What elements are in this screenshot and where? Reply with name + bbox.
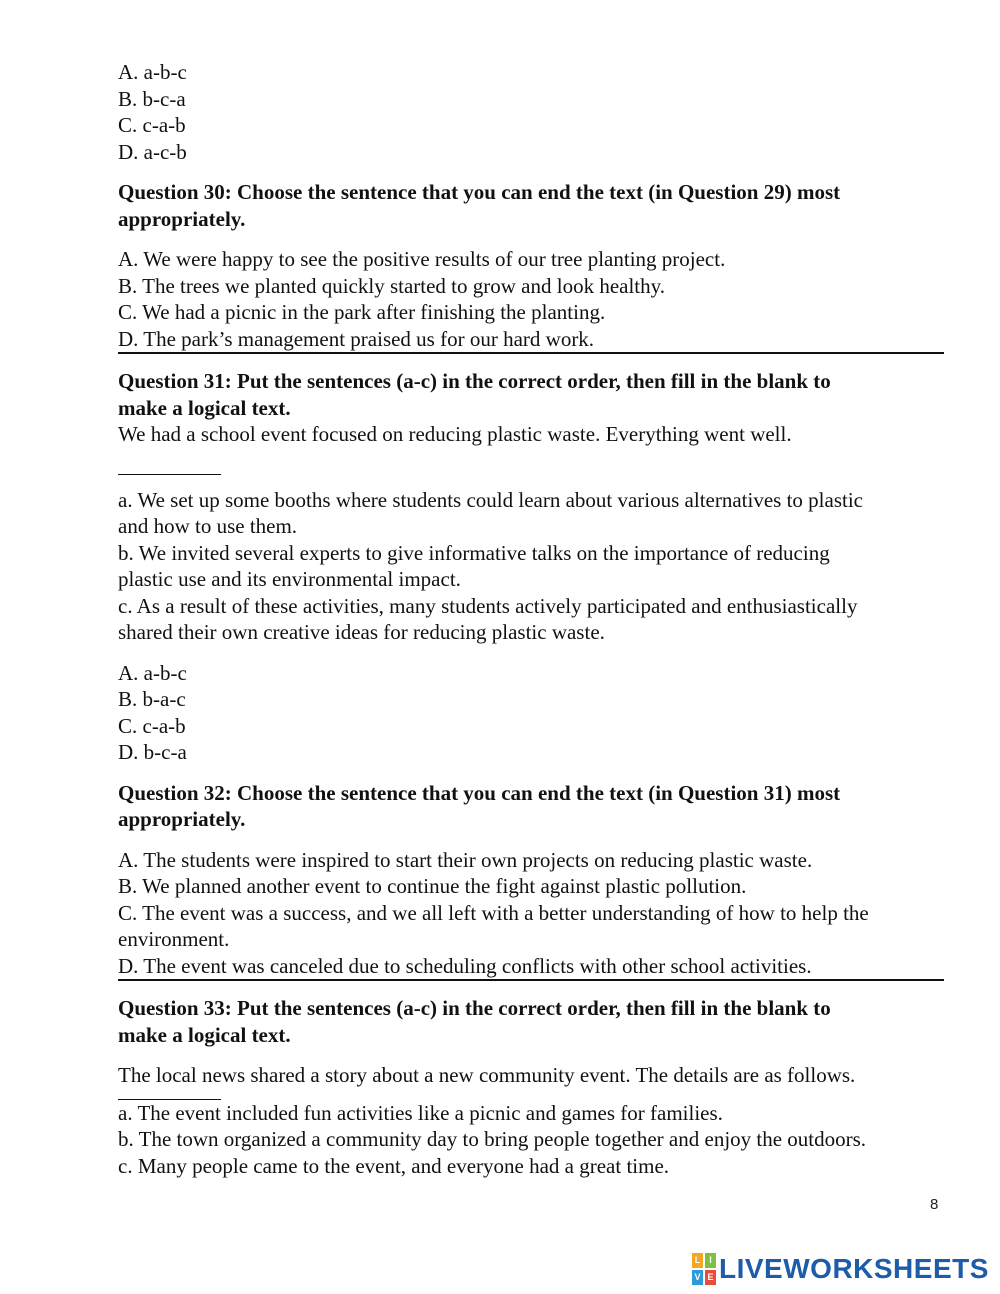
q32-option-b[interactable]: B. We planned another event to continue the fight against plastic pollution. [118, 874, 747, 898]
q31-sentence-c-l2: shared their own creative ideas for reducing plastic waste. [118, 620, 605, 644]
q33-title [118, 995, 944, 1048]
q30-title [118, 179, 944, 232]
q32-title-line2: appropriately. [118, 807, 246, 831]
q31-sentence-a-l2: and how to use them. [118, 514, 298, 538]
q31-option-b[interactable]: B. b-a-c [118, 687, 186, 711]
q33-title-line1: Question 33: Put the sentences (a-c) in the correct order, then fill in the blank to [118, 996, 831, 1020]
q33-sentence-c: c. Many people came to the event, and everyone had a great time. [118, 1153, 670, 1178]
q31-sentence-b-l1: b. We invited several experts to give informative talks on the importance of reducing [118, 540, 830, 565]
q31-options [118, 660, 944, 766]
q31-title [118, 368, 944, 421]
logo-blocks-icon [692, 1253, 716, 1285]
q31-title-line2: make a logical text. [118, 395, 291, 420]
q32-option-c-l1[interactable]: C. The event was a success, and we all left with a better understanding of how to help the [118, 900, 869, 925]
q31-option-d[interactable]: D. b-c-a [118, 740, 187, 764]
q31-sentence-a-l1: a. We set up some booths where students could learn about various alternatives to plastic [118, 487, 863, 512]
q31-sentence-b-l2: plastic use and its environmental impact. [118, 567, 461, 591]
q33-sentence-a: a. The event included fun activities like a picnic and games for families. [118, 1100, 723, 1125]
q33-sentence-b: b. The town organized a community day to bring people together and enjoy the outdoors. [118, 1127, 867, 1151]
q32-option-a[interactable]: A. The students were inspired to start their own projects on reducing plastic waste. [118, 847, 813, 872]
q30-title-line2: appropriately. [118, 206, 246, 231]
logo-block-i: I [705, 1253, 716, 1268]
q31-intro: We had a school event focused on reducing plastic waste. Everything went well. [118, 422, 792, 446]
q30-option-d[interactable]: D. The park’s management praised us for our hard work. [118, 326, 944, 355]
logo-block-l: L [692, 1253, 703, 1268]
q32-option-c-l2[interactable]: environment. [118, 927, 230, 951]
q32-options [118, 847, 944, 982]
logo-block-e: E [705, 1270, 716, 1285]
q32-title-line1: Question 32: Choose the sentence that you can end the text (in Question 31) most [118, 780, 841, 805]
q30-option-b[interactable]: B. The trees we planted quickly started to grow and look healthy. [118, 273, 666, 298]
q31-answer-blank[interactable] [118, 456, 221, 475]
q29-option-b[interactable]: B. b-c-a [118, 86, 186, 111]
q29-option-c[interactable]: C. c-a-b [118, 113, 186, 137]
q29-option-d[interactable]: D. a-c-b [118, 139, 187, 164]
q32-option-d[interactable]: D. The event was canceled due to scheduling conflicts with other school activities. [118, 953, 944, 982]
q31-sentence-c-l1: c. As a result of these activities, many students actively participated and enthusiastically [118, 593, 858, 618]
q31-option-a[interactable]: A. a-b-c [118, 660, 187, 685]
q29-option-a[interactable]: A. a-b-c [118, 60, 187, 84]
q30-title-line1: Question 30: Choose the sentence that you can end the text (in Question 29) most [118, 180, 841, 204]
q30-options [118, 246, 944, 354]
page-number: 8 [930, 1196, 939, 1213]
q30-option-a[interactable]: A. We were happy to see the positive results of our tree planting project. [118, 247, 726, 271]
liveworksheets-logo[interactable] [692, 1253, 989, 1285]
q31-title-line1: Question 31: Put the sentences (a-c) in the correct order, then fill in the blank to [118, 369, 831, 393]
worksheet-page [118, 59, 944, 1179]
q30-option-c[interactable]: C. We had a picnic in the park after finishing the planting. [118, 300, 606, 324]
q33-intro: The local news shared a story about a new community event. The details are as follows. [118, 1063, 856, 1087]
q31-sentences [118, 487, 944, 646]
q33-sentences [118, 1100, 944, 1180]
q33-title-line2: make a logical text. [118, 1022, 291, 1047]
q32-title [118, 780, 944, 833]
q31-option-c[interactable]: C. c-a-b [118, 713, 186, 738]
logo-block-v: V [692, 1270, 703, 1285]
q29-options [118, 59, 944, 165]
brand-name: LIVEWORKSHEETS [719, 1252, 989, 1284]
